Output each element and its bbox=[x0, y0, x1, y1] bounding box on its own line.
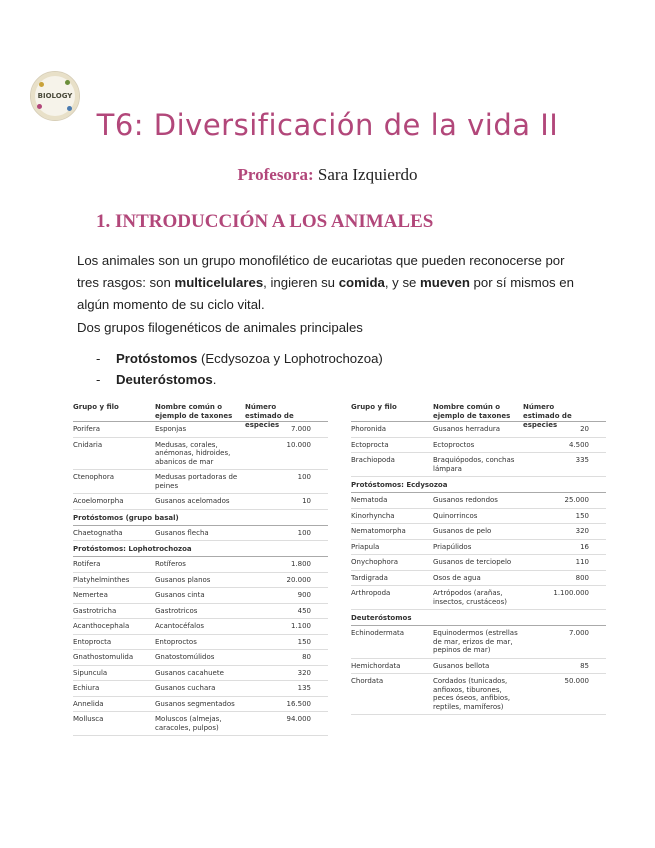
species-count-cell: 20 bbox=[580, 425, 589, 433]
phylum-cell: Acanthocephala bbox=[73, 622, 130, 630]
phylum-cell: Tardigrada bbox=[351, 573, 388, 582]
phylum-cell: Brachiopoda bbox=[351, 456, 395, 464]
table-row bbox=[73, 712, 328, 736]
groups-intro: Dos grupos filogenéticos de animales principales bbox=[77, 320, 363, 335]
table-row bbox=[351, 659, 606, 675]
table-row bbox=[73, 604, 328, 620]
section-label: Protóstomos: Lophotrochozoa bbox=[73, 541, 328, 557]
common-name-cell: Gusanos bellota bbox=[433, 661, 490, 670]
common-name-cell: Gusanos redondos bbox=[433, 496, 498, 504]
header-count: Número estimado de especies bbox=[245, 403, 294, 429]
professor-label: Profesora bbox=[237, 165, 308, 184]
species-count-cell: 100 bbox=[297, 473, 311, 481]
species-count-cell: 1.100 bbox=[290, 622, 311, 630]
table-row bbox=[351, 626, 606, 659]
table-row bbox=[73, 588, 328, 604]
species-count-cell: 80 bbox=[302, 653, 311, 661]
species-count-cell: 1.100.000 bbox=[553, 589, 589, 597]
phyla-table bbox=[67, 398, 597, 730]
table-row bbox=[351, 493, 606, 509]
species-count-cell: 110 bbox=[575, 558, 589, 566]
phylum-cell: Cnidaria bbox=[73, 440, 103, 449]
phylum-cell: Nemertea bbox=[73, 591, 108, 599]
common-name-cell: Gusanos acelomados bbox=[155, 497, 230, 505]
common-name-cell: Entoproctos bbox=[155, 637, 197, 646]
table-row bbox=[351, 674, 606, 715]
species-count-cell: 10.000 bbox=[286, 440, 311, 449]
phylum-cell: Entoprocta bbox=[73, 637, 112, 646]
section-label: Protóstomos (grupo basal) bbox=[73, 510, 328, 526]
phylum-cell: Rotifera bbox=[73, 560, 101, 568]
header-name: Nombre común o ejemplo de taxones bbox=[433, 403, 511, 420]
table-row bbox=[351, 571, 606, 587]
common-name-cell: Gusanos planos bbox=[155, 575, 211, 584]
phylum-cell: Annelida bbox=[73, 699, 104, 708]
table-right-column bbox=[351, 398, 606, 715]
common-name-cell: Priapúlidos bbox=[433, 542, 472, 551]
common-name-cell: Gusanos flecha bbox=[155, 528, 209, 537]
table-row bbox=[351, 586, 606, 610]
page-title: T6: Diversificación de la vida II bbox=[96, 108, 559, 142]
bold-multicelulares: multicelulares bbox=[174, 275, 264, 290]
table-row bbox=[73, 422, 328, 438]
table-row bbox=[73, 697, 328, 713]
phylum-cell: Phoronida bbox=[351, 425, 387, 433]
professor-name: Sara Izquierdo bbox=[317, 165, 418, 184]
table-row bbox=[351, 453, 606, 477]
common-name-cell: Equinodermos (estrellas de mar, erizos de mar, pepinos de mar) bbox=[433, 629, 518, 654]
table-left-column bbox=[73, 398, 328, 736]
common-name-cell: Esponjas bbox=[155, 425, 187, 433]
species-count-cell: 16.500 bbox=[286, 699, 311, 708]
groups-list bbox=[96, 351, 383, 393]
species-count-cell: 7.000 bbox=[568, 629, 589, 637]
header-count: Número estimado de especies bbox=[523, 403, 572, 429]
professor-sep: : bbox=[307, 165, 314, 184]
common-name-cell: Gusanos cacahuete bbox=[155, 668, 224, 677]
phylum-cell: Ctenophora bbox=[73, 473, 114, 481]
common-name-cell: Gusanos de pelo bbox=[433, 527, 492, 535]
common-name-cell: Gusanos cuchara bbox=[155, 684, 216, 692]
common-name-cell: Medusas portadoras de peines bbox=[155, 473, 238, 490]
phylum-cell: Ectoprocta bbox=[351, 440, 389, 449]
phylum-cell: Priapula bbox=[351, 542, 380, 551]
phylum-cell: Gnathostomulida bbox=[73, 653, 134, 661]
phylum-cell: Hemichordata bbox=[351, 661, 401, 670]
table-row bbox=[73, 650, 328, 666]
species-count-cell: 16 bbox=[580, 542, 589, 551]
section-heading: 1. INTRODUCCIÓN A LOS ANIMALES bbox=[96, 211, 434, 232]
species-count-cell: 50.000 bbox=[564, 677, 589, 685]
phylum-cell: Nematomorpha bbox=[351, 527, 406, 535]
common-name-cell: Gusanos de terciopelo bbox=[433, 558, 512, 566]
species-count-cell: 85 bbox=[580, 661, 589, 670]
common-name-cell: Braquiópodos, conchas lámpara bbox=[433, 456, 515, 473]
table-row bbox=[73, 635, 328, 651]
common-name-cell: Rotíferos bbox=[155, 560, 186, 568]
common-name-cell: Osos de agua bbox=[433, 573, 481, 582]
species-count-cell: 150 bbox=[297, 637, 311, 646]
section-label: Deuteróstomos bbox=[351, 610, 606, 626]
species-count-cell: 335 bbox=[575, 456, 589, 464]
species-count-cell: 450 bbox=[297, 606, 311, 615]
table-row bbox=[73, 573, 328, 589]
phylum-cell: Porifera bbox=[73, 425, 101, 433]
header-group: Grupo y filo bbox=[73, 403, 119, 411]
table-row bbox=[351, 438, 606, 454]
phylum-cell: Kinorhyncha bbox=[351, 511, 395, 520]
table-row bbox=[351, 555, 606, 571]
common-name-cell: Gusanos cinta bbox=[155, 591, 205, 599]
common-name-cell: Gnatostomúlidos bbox=[155, 653, 215, 661]
table-row bbox=[351, 524, 606, 540]
header-group: Grupo y filo bbox=[351, 403, 397, 411]
section-label: Protóstomos: Ecdysozoa bbox=[351, 477, 606, 493]
table-row bbox=[73, 619, 328, 635]
species-count-cell: 7.000 bbox=[290, 425, 311, 433]
table-row bbox=[73, 557, 328, 573]
species-count-cell: 10 bbox=[302, 497, 311, 505]
list-item: - Protóstomos (Ecdysozoa y Lophotrochozoa) bbox=[96, 351, 383, 366]
species-count-cell: 900 bbox=[297, 591, 311, 599]
species-count-cell: 320 bbox=[575, 527, 589, 535]
professor-line bbox=[0, 165, 655, 185]
common-name-cell: Ectoproctos bbox=[433, 440, 475, 449]
table-row bbox=[73, 470, 328, 494]
logo-text: BIOLOGY bbox=[37, 92, 73, 100]
table-row bbox=[73, 438, 328, 471]
common-name-cell: Acantocéfalos bbox=[155, 622, 205, 630]
common-name-cell: Medusas, corales, anémonas, hidroides, abanicos de mar bbox=[155, 440, 231, 466]
common-name-cell: Quinorrincos bbox=[433, 511, 478, 520]
phylum-cell: Echiura bbox=[73, 684, 100, 692]
common-name-cell: Artrópodos (arañas, insectos, crustáceos) bbox=[433, 589, 507, 606]
phylum-cell: Onychophora bbox=[351, 558, 398, 566]
table-row bbox=[73, 666, 328, 682]
species-count-cell: 94.000 bbox=[286, 715, 311, 723]
table-row bbox=[73, 526, 328, 542]
common-name-cell: Cordados (tunicados, anfioxos, tiburones, peces óseos, anfibios, reptiles, mamíferos) bbox=[433, 677, 511, 711]
table-row bbox=[351, 540, 606, 556]
species-count-cell: 135 bbox=[297, 684, 311, 692]
header-name: Nombre común o ejemplo de taxones bbox=[155, 403, 233, 420]
common-name-cell: Moluscos (almejas, caracoles, pulpos) bbox=[155, 715, 222, 732]
list-item: - Deuteróstomos. bbox=[96, 372, 217, 387]
phylum-cell: Echinodermata bbox=[351, 629, 405, 637]
phylum-cell: Nematoda bbox=[351, 496, 388, 504]
intro-paragraph: Los animales son un grupo monofilético de eucariotas que pueden reconocerse por tres rasgos: son multicelulares, ingieren su comida, y se mueven por sí mismos en algún momento de su ciclo vital. bbox=[77, 253, 574, 312]
species-count-cell: 150 bbox=[575, 511, 589, 520]
phylum-cell: Platyhelminthes bbox=[73, 575, 130, 584]
species-count-cell: 320 bbox=[297, 668, 311, 677]
phylum-cell: Chordata bbox=[351, 677, 384, 685]
table-row bbox=[73, 494, 328, 510]
species-count-cell: 25.000 bbox=[564, 496, 589, 504]
phylum-cell: Gastrotricha bbox=[73, 606, 117, 615]
common-name-cell: Gastrotricos bbox=[155, 606, 198, 615]
phylum-cell: Chaetognatha bbox=[73, 528, 123, 537]
phylum-cell: Arthropoda bbox=[351, 589, 391, 597]
common-name-cell: Gusanos herradura bbox=[433, 425, 501, 433]
phylum-cell: Acoelomorpha bbox=[73, 497, 124, 505]
species-count-cell: 1.800 bbox=[290, 560, 311, 568]
bold-mueven: mueven bbox=[420, 275, 470, 290]
table-row bbox=[351, 509, 606, 525]
species-count-cell: 20.000 bbox=[286, 575, 311, 584]
phylum-cell: Sipuncula bbox=[73, 668, 108, 677]
phylum-cell: Mollusca bbox=[73, 715, 104, 723]
bold-comida: comida bbox=[338, 275, 385, 290]
species-count-cell: 4.500 bbox=[568, 440, 589, 449]
common-name-cell: Gusanos segmentados bbox=[155, 699, 235, 708]
species-count-cell: 800 bbox=[575, 573, 589, 582]
species-count-cell: 100 bbox=[297, 528, 311, 537]
table-row bbox=[351, 422, 606, 438]
table-row bbox=[73, 681, 328, 697]
